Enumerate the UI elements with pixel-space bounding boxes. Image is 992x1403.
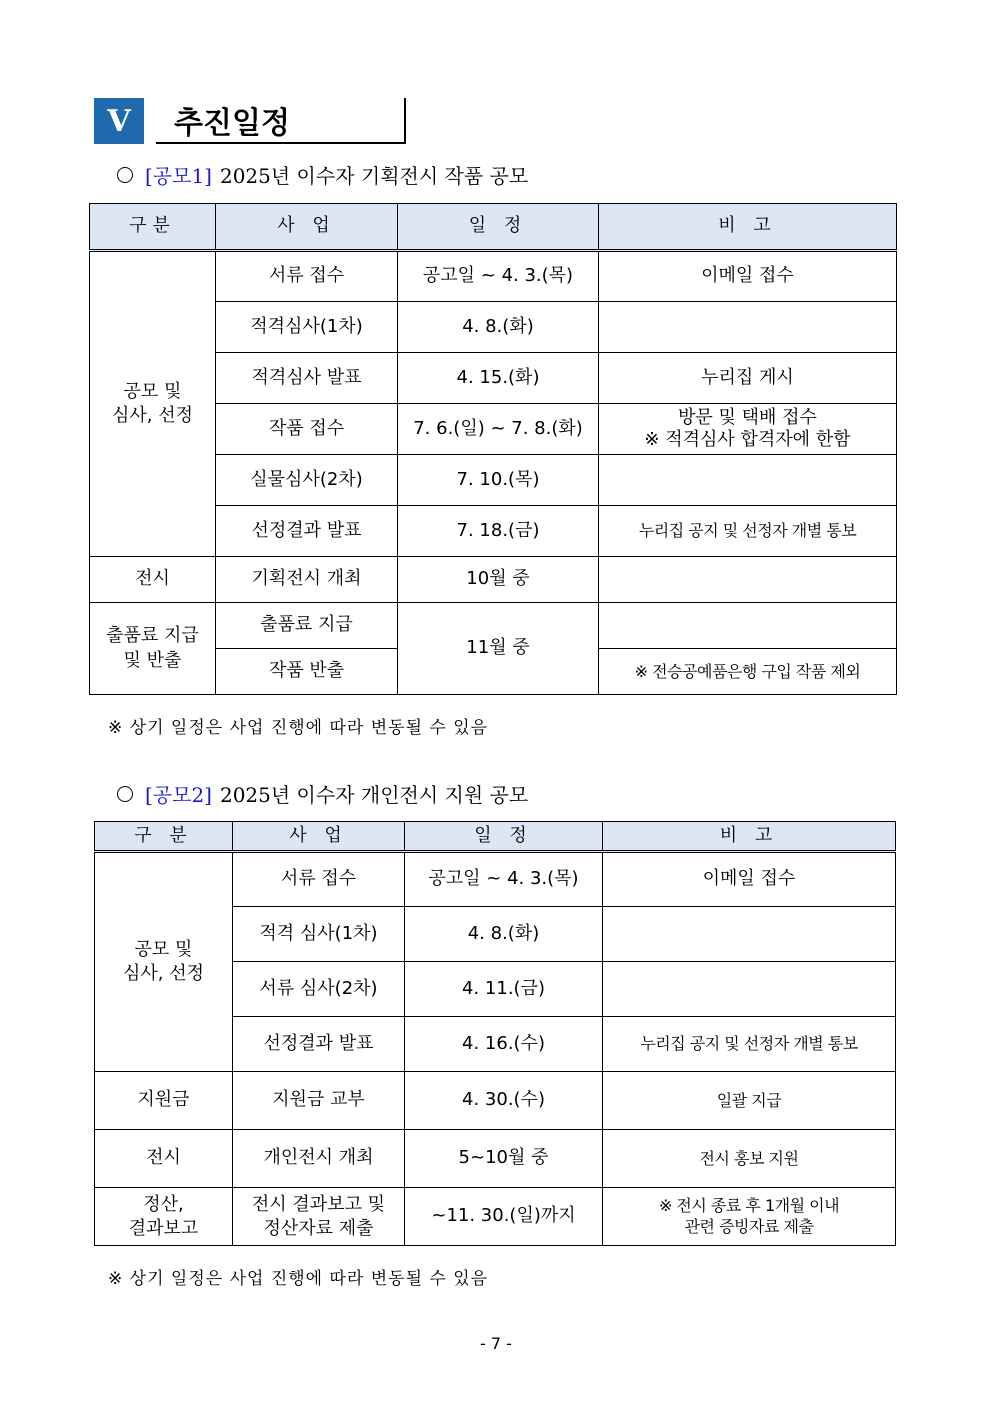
note-cell	[603, 907, 896, 962]
contest2-footnote: ※ 상기 일정은 사업 진행에 따라 변동될 수 있음	[108, 1269, 489, 1289]
note-cell: ※ 전승공예품은행 구입 작품 제외	[599, 649, 897, 695]
task-cell: 서류 접수	[216, 251, 398, 302]
group-cell: 전시	[95, 1130, 233, 1188]
contest2-heading	[117, 779, 528, 808]
task-cell: 선정결과 발표	[233, 1017, 405, 1072]
contest1-title: 2025년 이수자 기획전시 작품 공모	[219, 164, 529, 188]
date-cell: 7. 6.(일) ~ 7. 8.(화)	[398, 404, 599, 455]
date-cell: 5~10월 중	[405, 1130, 603, 1188]
group-cell: 정산, 결과보고	[95, 1188, 233, 1246]
table-row	[90, 603, 897, 649]
contest1-footnote: ※ 상기 일정은 사업 진행에 따라 변동될 수 있음	[108, 718, 489, 738]
task-cell: 작품 접수	[216, 404, 398, 455]
circle-bullet-icon	[117, 167, 133, 183]
table-header-row	[95, 822, 896, 852]
group-cell: 공모 및 심사, 선정	[95, 852, 233, 1072]
date-cell: 4. 8.(화)	[405, 907, 603, 962]
header-remarks: 비 고	[603, 822, 896, 852]
task-cell: 서류 접수	[233, 852, 405, 907]
note-cell: 누리집 게시	[599, 353, 897, 404]
task-cell: 적격 심사(1차)	[233, 907, 405, 962]
group-cell: 공모 및 심사, 선정	[90, 251, 216, 557]
note-cell	[603, 962, 896, 1017]
date-cell: 4. 15.(화)	[398, 353, 599, 404]
table-row	[95, 1188, 896, 1246]
note-cell: 누리집 공지 및 선정자 개별 통보	[603, 1017, 896, 1072]
note-cell	[599, 557, 897, 603]
contest2-tag: [공모2]	[145, 783, 212, 807]
table-row	[95, 852, 896, 907]
header-schedule: 일 정	[398, 204, 599, 251]
circle-bullet-icon	[117, 786, 133, 802]
group-cell: 지원금	[95, 1072, 233, 1130]
note-cell: 이메일 접수	[599, 251, 897, 302]
header-task: 사 업	[216, 204, 398, 251]
note-cell: 방문 및 택배 접수 ※ 적격심사 합격자에 한함	[599, 404, 897, 455]
note-cell: 누리집 공지 및 선정자 개별 통보	[599, 506, 897, 557]
task-cell: 전시 결과보고 및 정산자료 제출	[233, 1188, 405, 1246]
note-cell: 일괄 지급	[603, 1072, 896, 1130]
table-row	[90, 251, 897, 302]
note-cell	[599, 455, 897, 506]
task-cell: 적격심사(1차)	[216, 302, 398, 353]
date-cell: 공고일 ~ 4. 3.(목)	[398, 251, 599, 302]
contest1-heading	[117, 160, 528, 189]
task-cell: 적격심사 발표	[216, 353, 398, 404]
note-cell: 이메일 접수	[603, 852, 896, 907]
date-cell: 11월 중	[398, 603, 599, 695]
task-cell: 기획전시 개최	[216, 557, 398, 603]
section-number: V	[94, 98, 144, 144]
task-cell: 출품료 지급	[216, 603, 398, 649]
section-title: 추진일정	[156, 98, 406, 144]
page-number: - 7 -	[480, 1334, 512, 1353]
note-cell	[599, 302, 897, 353]
contest1-schedule-table	[89, 203, 897, 695]
table-row	[90, 557, 897, 603]
task-cell: 지원금 교부	[233, 1072, 405, 1130]
table-row	[95, 1072, 896, 1130]
header-remarks: 비 고	[599, 204, 897, 251]
task-cell: 작품 반출	[216, 649, 398, 695]
date-cell: 4. 16.(수)	[405, 1017, 603, 1072]
header-category: 구분	[90, 204, 216, 251]
note-cell: 전시 홍보 지원	[603, 1130, 896, 1188]
date-cell: 공고일 ~ 4. 3.(목)	[405, 852, 603, 907]
date-cell: 4. 8.(화)	[398, 302, 599, 353]
task-cell: 선정결과 발표	[216, 506, 398, 557]
date-cell: 7. 18.(금)	[398, 506, 599, 557]
note-cell: ※ 전시 종료 후 1개월 이내 관련 증빙자료 제출	[603, 1188, 896, 1246]
contest2-schedule-table	[94, 821, 896, 1246]
note-cell	[599, 603, 897, 649]
contest2-title: 2025년 이수자 개인전시 지원 공모	[219, 783, 529, 807]
date-cell: 7. 10.(목)	[398, 455, 599, 506]
contest1-tag: [공모1]	[145, 164, 212, 188]
date-cell: 4. 11.(금)	[405, 962, 603, 1017]
task-cell: 서류 심사(2차)	[233, 962, 405, 1017]
task-cell: 개인전시 개최	[233, 1130, 405, 1188]
date-cell: ~11. 30.(일)까지	[405, 1188, 603, 1246]
task-cell: 실물심사(2차)	[216, 455, 398, 506]
table-header-row	[90, 204, 897, 251]
date-cell: 10월 중	[398, 557, 599, 603]
group-cell: 출품료 지급 및 반출	[90, 603, 216, 695]
group-cell: 전시	[90, 557, 216, 603]
table-row	[95, 1130, 896, 1188]
date-cell: 4. 30.(수)	[405, 1072, 603, 1130]
header-category: 구 분	[95, 822, 233, 852]
header-task: 사 업	[233, 822, 405, 852]
header-schedule: 일 정	[405, 822, 603, 852]
